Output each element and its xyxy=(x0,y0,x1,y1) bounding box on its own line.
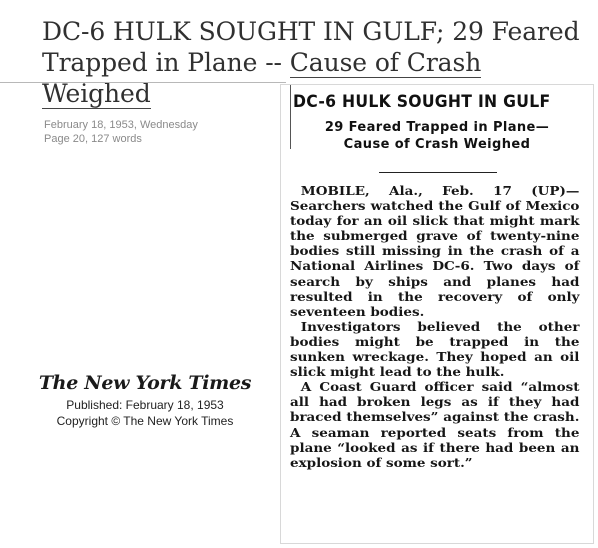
clipping-subtitle xyxy=(289,119,585,153)
clipping-subtitle-line-1: 29 Feared Trapped in Plane— xyxy=(324,120,550,135)
headline-link-text[interactable]: Cause of Crash Weighed xyxy=(42,48,482,108)
page-and-word-count: Page 20, 127 words xyxy=(44,133,142,145)
header-divider xyxy=(0,82,286,83)
clipping-paragraph-3: A Coast Guard officer said “almost all had broken legs as if they had braced themselves” against the crash. A seaman reported seats from the plane “looked as if there had been an explosion of some sort.” xyxy=(290,379,580,470)
nyt-logo: The New York Times xyxy=(38,372,252,394)
clipping-paragraph-1: MOBILE, Ala., Feb. 17 (UP)—Searchers watched the Gulf of Mexico today for an oil slick that might mark the submerged grave of twenty-nine bodies still missing in the crash of a National Airlines DC-6. Two days of search by ships and planes had resulted in the recovery of only seventeen bodies. xyxy=(290,183,580,319)
headline-text: DC-6 HULK SOUGHT IN GULF; 29 Feared Trapped in Plane -- xyxy=(42,17,580,77)
clipping-subtitle-line-2: Cause of Crash Weighed xyxy=(343,137,531,152)
clipping-separator xyxy=(379,172,497,173)
clipping-paragraph-2: Investigators believed the other bodies might be trapped in the sunken wreckage. They hoped an oil slick might lead to the hulk. xyxy=(290,318,580,380)
credit-block xyxy=(30,371,260,429)
publication-date: February 18, 1953, Wednesday xyxy=(44,119,198,131)
copyright-notice: Copyright © The New York Times xyxy=(56,414,234,428)
published-date: Published: February 18, 1953 xyxy=(66,398,224,412)
clipping-body xyxy=(290,183,579,470)
article-meta xyxy=(44,118,198,146)
clipping-title: DC-6 HULK SOUGHT IN GULF xyxy=(293,92,551,112)
article-clipping-image xyxy=(280,84,594,544)
